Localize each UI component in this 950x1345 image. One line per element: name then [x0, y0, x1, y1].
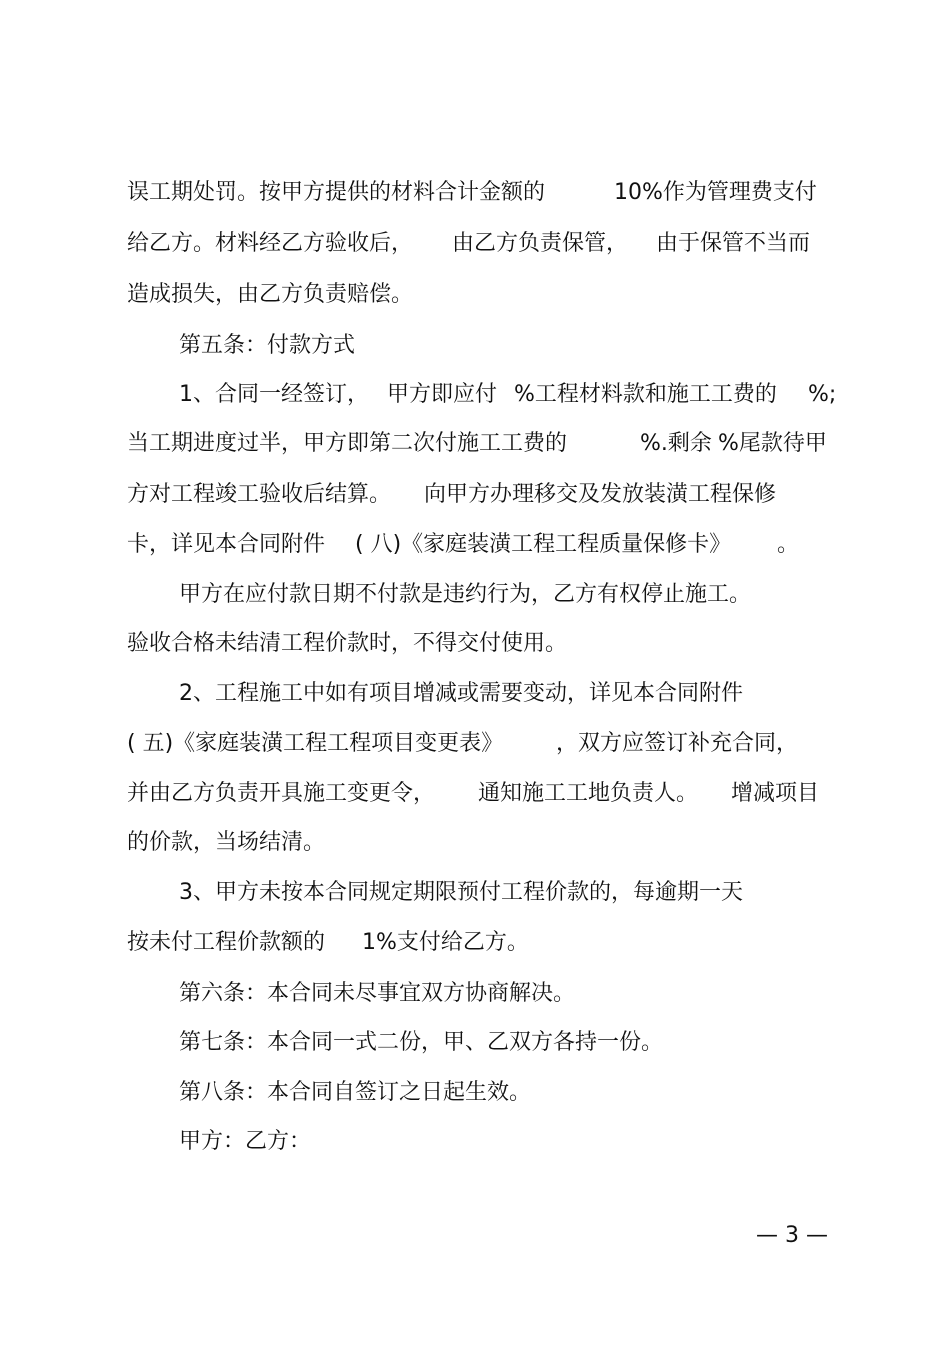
- text-line: [0, 627, 568, 661]
- text-line: [0, 227, 811, 261]
- text-segment: 给乙方。材料经乙方验收后，: [127, 231, 414, 256]
- text-segment: 增减项目: [731, 781, 820, 806]
- text-line: [0, 926, 529, 960]
- text-line: [0, 876, 743, 910]
- text-segment: 第五条：付款方式: [179, 333, 356, 358]
- text-line: [0, 478, 777, 512]
- text-line: [0, 727, 799, 761]
- text-line: [0, 528, 800, 562]
- page-number: — 3 —: [756, 1223, 828, 1248]
- text-line: [0, 826, 326, 860]
- text-line: [0, 677, 743, 711]
- text-segment: 向甲方办理移交及发放装潢工程保修: [424, 482, 777, 507]
- text-segment: %;: [808, 382, 837, 407]
- text-segment: 按未付工程价款额的: [127, 930, 326, 955]
- text-segment: 方对工程竣工验收后结算。: [127, 482, 392, 507]
- text-segment: ( 八)《家庭装潢工程工程质量保修卡》: [355, 532, 732, 557]
- text-segment: %尾款待甲: [718, 431, 827, 456]
- text-segment: 。: [777, 532, 800, 557]
- text-line: [0, 777, 820, 811]
- text-segment: %.剩余: [640, 431, 712, 456]
- text-segment: 第六条：本合同未尽事宜双方协商解决。: [179, 981, 576, 1006]
- text-segment: 的价款，当场结清。: [127, 830, 326, 855]
- text-segment: 通知施工工地负责人。: [478, 781, 699, 806]
- text-segment: ，双方应签订补充合同，: [556, 731, 799, 756]
- text-line: [0, 427, 827, 461]
- text-segment: 甲方即应付: [387, 382, 498, 407]
- text-line: [0, 1076, 532, 1110]
- text-line: [0, 176, 817, 210]
- text-line: [0, 1125, 312, 1159]
- text-segment: 当工期进度过半，甲方即第二次付施工工费的: [127, 431, 568, 456]
- text-segment: 第七条：本合同一式二份，甲、乙双方各持一份。: [179, 1030, 664, 1055]
- text-segment: 10%作为管理费支付: [614, 180, 817, 205]
- text-segment: 2、工程施工中如有项目增减或需要变动，详见本合同附件: [179, 681, 743, 706]
- text-segment: 第八条：本合同自签订之日起生效。: [179, 1080, 532, 1105]
- text-segment: 1%支付给乙方。: [362, 930, 529, 955]
- text-line: [0, 977, 576, 1011]
- text-segment: 甲方：乙方：: [179, 1129, 312, 1154]
- text-line: [0, 329, 356, 363]
- text-segment: 由乙方负责保管，: [452, 231, 629, 256]
- text-segment: 1、合同一经签订，: [179, 382, 369, 407]
- text-segment: %工程材料款和施工工费的: [514, 382, 777, 407]
- text-segment: 由于保管不当而: [656, 231, 811, 256]
- text-line: [0, 578, 752, 612]
- text-line: [0, 378, 837, 412]
- text-segment: ( 五)《家庭装潢工程工程项目变更表》: [127, 731, 504, 756]
- text-segment: 验收合格未结清工程价款时，不得交付使用。: [127, 631, 568, 656]
- text-segment: 误工期处罚。按甲方提供的材料合计金额的: [127, 180, 546, 205]
- text-line: [0, 278, 414, 312]
- text-segment: 卡，详见本合同附件: [127, 532, 326, 557]
- text-segment: 3、甲方未按本合同规定期限预付工程价款的，每逾期一天: [179, 880, 743, 905]
- text-segment: 造成损失，由乙方负责赔偿。: [127, 282, 414, 307]
- text-segment: 甲方在应付款日期不付款是违约行为，乙方有权停止施工。: [179, 582, 752, 607]
- text-line: [0, 1026, 664, 1060]
- text-segment: 并由乙方负责开具施工变更令，: [127, 781, 436, 806]
